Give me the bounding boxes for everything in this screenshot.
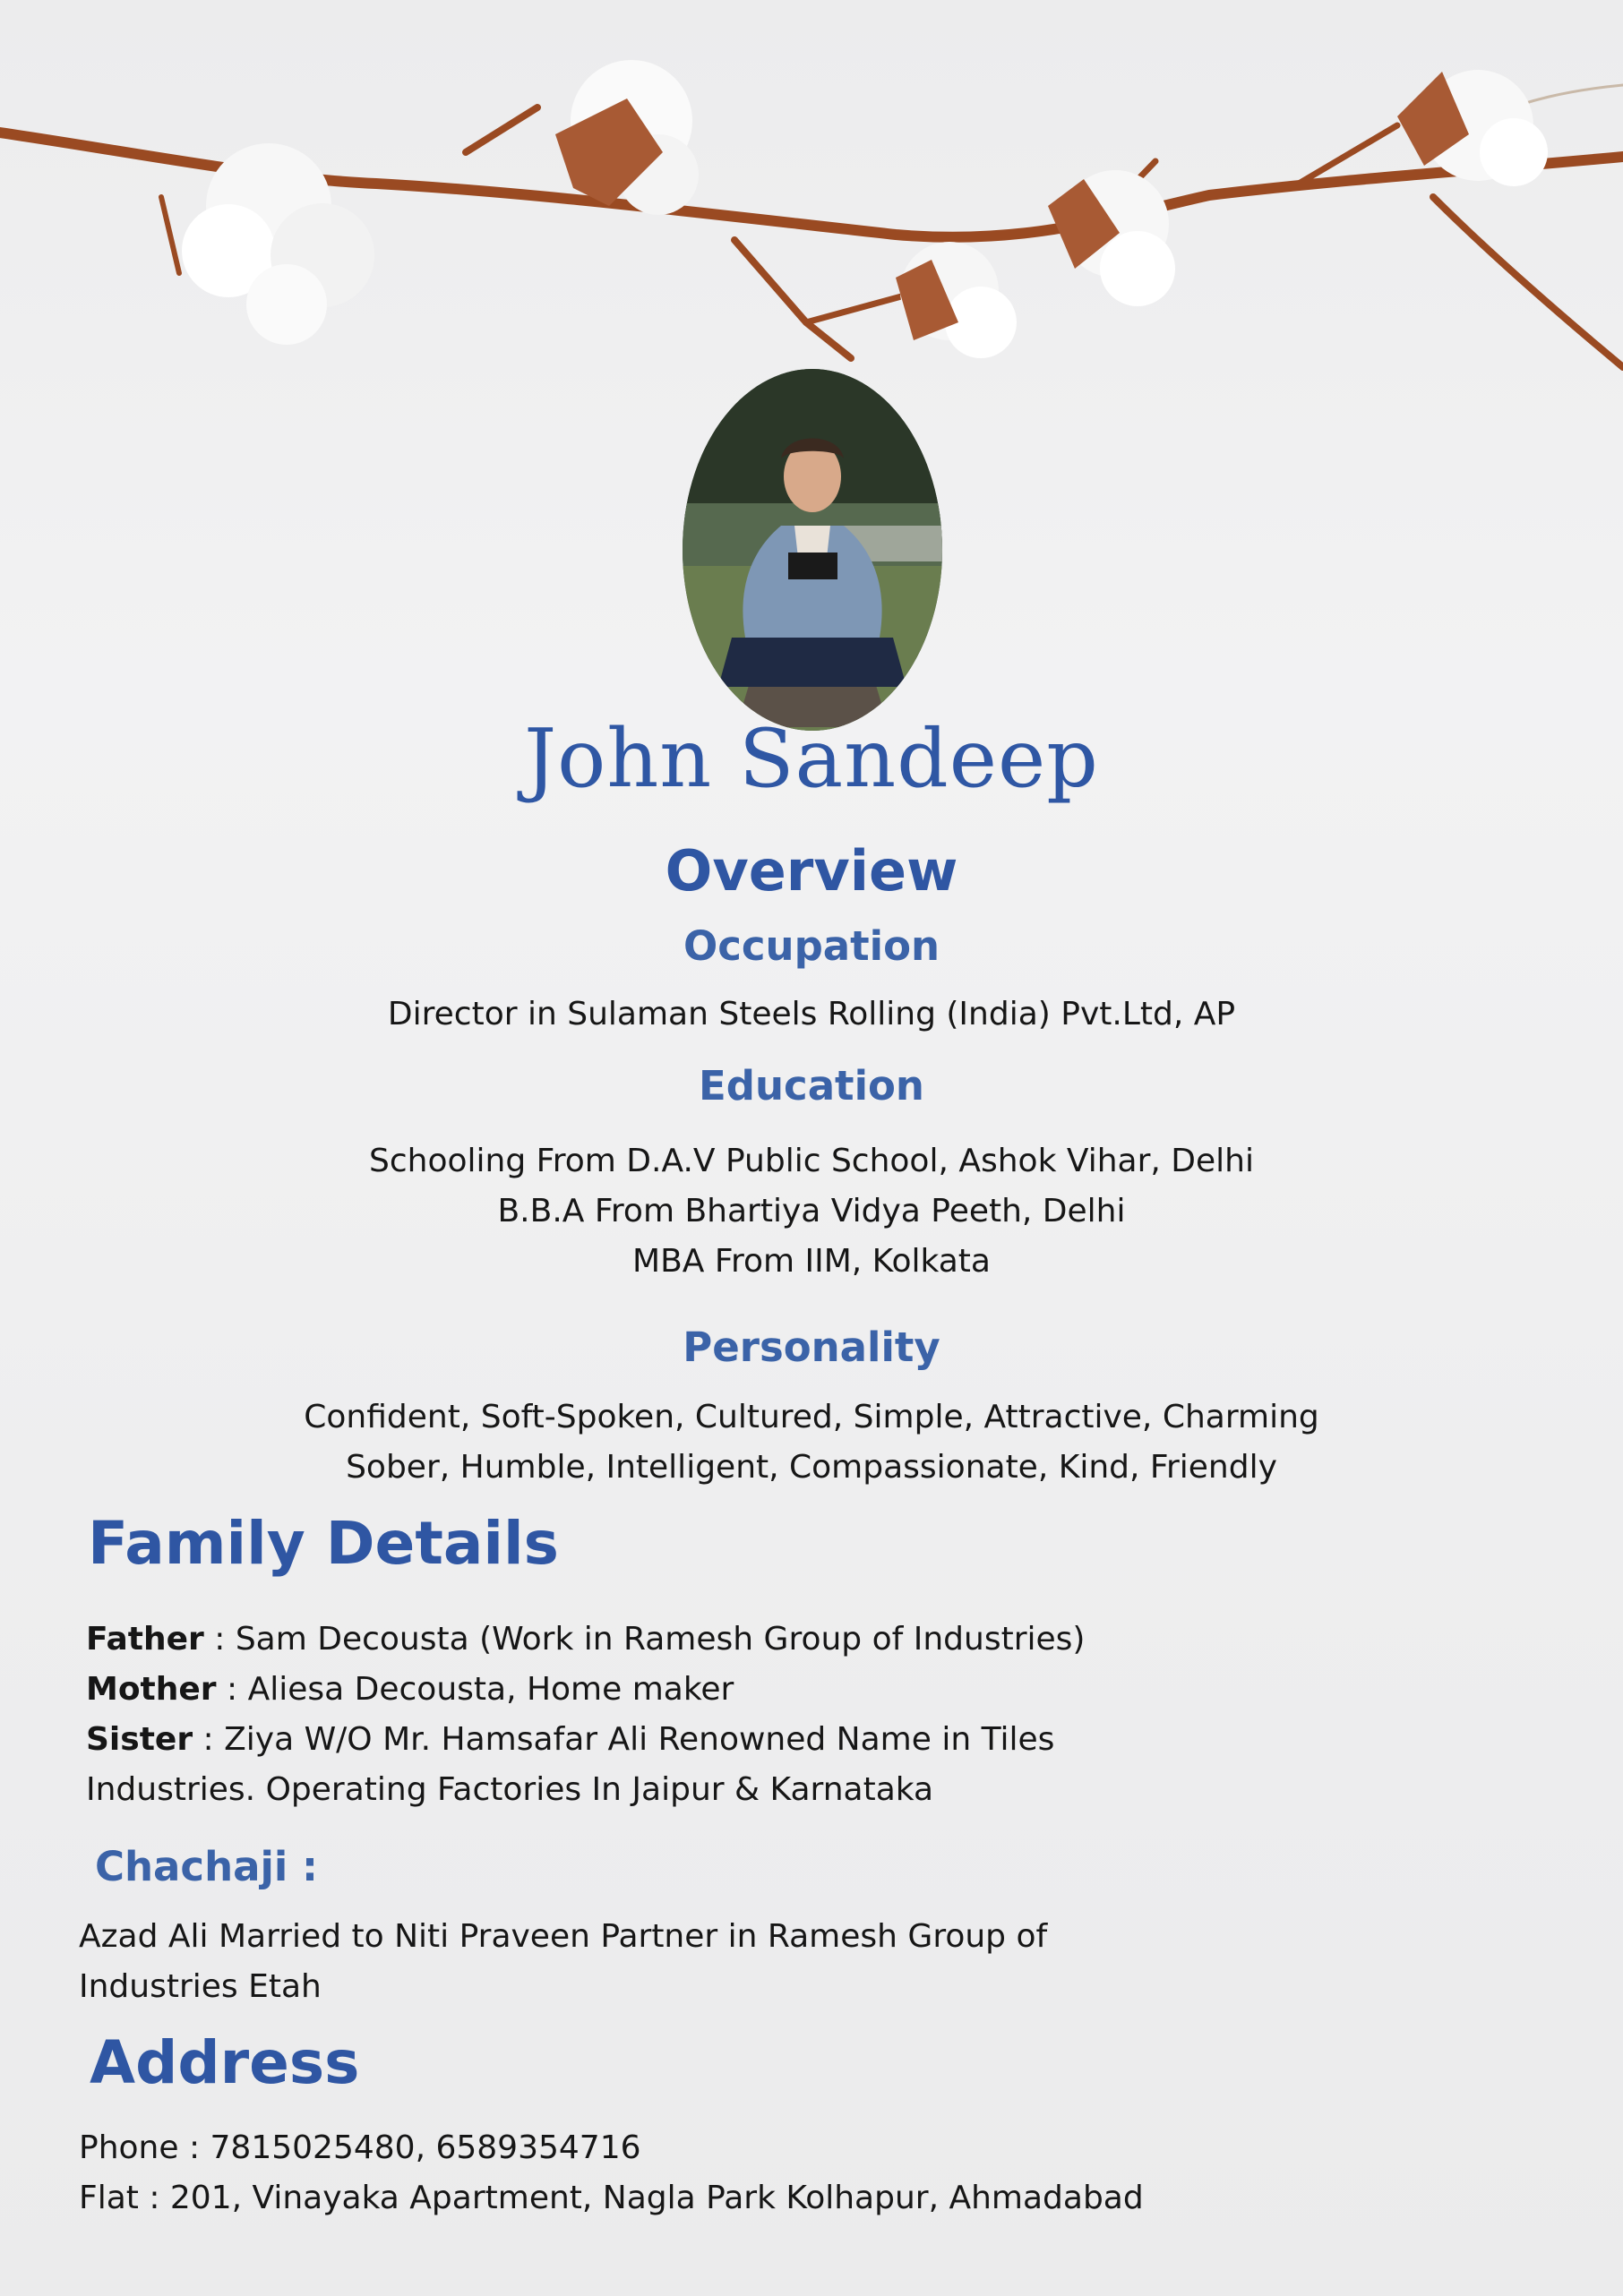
address-heading: Address <box>90 2028 360 2097</box>
education-line: MBA From IIM, Kolkata <box>632 1243 991 1280</box>
sister-label: Sister <box>86 1721 193 1758</box>
personality-line: Sober, Humble, Intelligent, Compassionate, Kind, Friendly <box>346 1449 1277 1486</box>
chachaji-line: Industries Etah <box>79 1968 322 2005</box>
father-row <box>86 1621 1085 1658</box>
father-value: : Sam Decousta (Work in Ramesh Group of Industries) <box>203 1621 1086 1658</box>
flat-address-text: Flat : 201, Vinayaka Apartment, Nagla Park Kolhapur, Ahmadabad <box>79 2180 1144 2216</box>
chachaji-line: Azad Ali Married to Niti Praveen Partner in Ramesh Group of <box>79 1918 1048 1955</box>
personality-heading: Personality <box>683 1324 940 1371</box>
sister-row <box>86 1721 1054 1758</box>
chachaji-heading: Chachaji : <box>95 1843 319 1890</box>
phone-text: Phone : 7815025480, 6589354716 <box>79 2129 641 2166</box>
education-heading: Education <box>699 1062 924 1109</box>
cotton-branch-decoration <box>0 0 1623 394</box>
education-line: B.B.A From Bhartiya Vidya Peeth, Delhi <box>497 1193 1126 1229</box>
mother-label: Mother <box>86 1671 217 1708</box>
mother-row <box>86 1671 734 1708</box>
sister-value: : Ziya W/O Mr. Hamsafar Ali Renowned Name in Tiles <box>193 1721 1055 1758</box>
occupation-text: Director in Sulaman Steels Rolling (India) Pvt.Ltd, AP <box>387 996 1236 1032</box>
family-details-heading: Family Details <box>88 1509 559 1578</box>
profile-photo <box>683 369 942 731</box>
occupation-heading: Occupation <box>683 922 940 970</box>
overview-heading: Overview <box>665 838 958 904</box>
father-label: Father <box>86 1621 204 1658</box>
profile-name: John Sandeep <box>524 712 1099 806</box>
personality-line: Confident, Soft-Spoken, Cultured, Simple, Attractive, Charming <box>304 1399 1319 1435</box>
mother-value: : Aliesa Decousta, Home maker <box>216 1671 734 1708</box>
sister-continuation: Industries. Operating Factories In Jaipur & Karnataka <box>86 1771 934 1808</box>
education-line: Schooling From D.A.V Public School, Ashok Vihar, Delhi <box>369 1143 1254 1179</box>
